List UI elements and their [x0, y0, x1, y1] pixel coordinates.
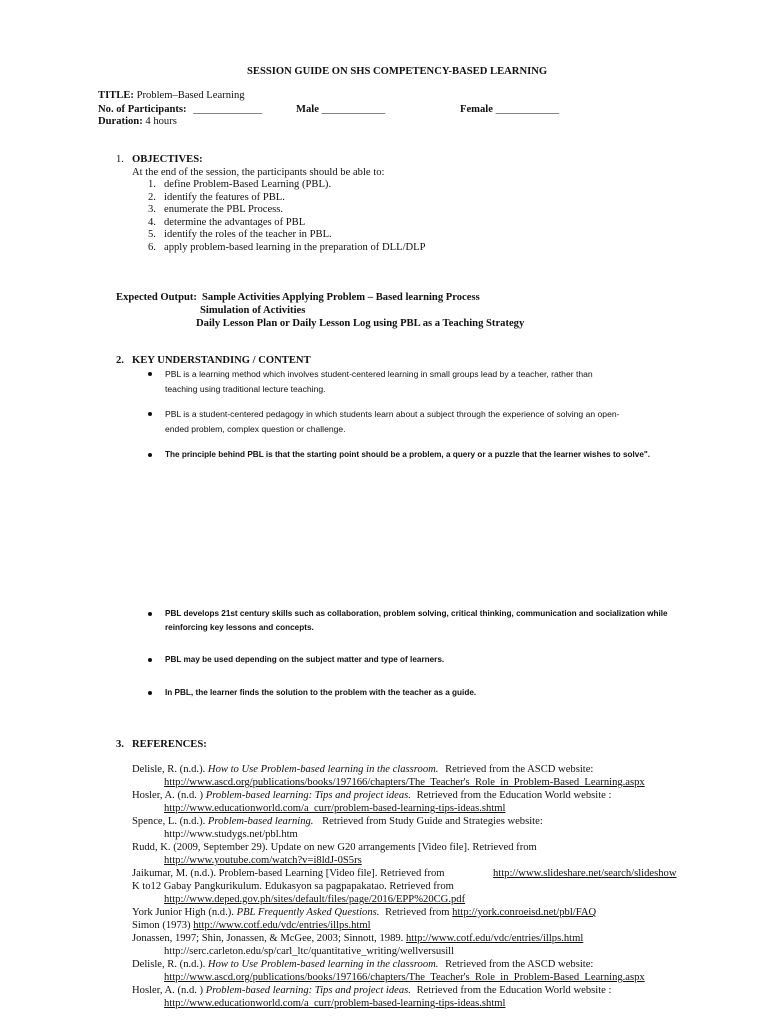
- reference-author: Hosler, A. (n.d. ): [132, 790, 204, 801]
- bullet-text: reinforcing key lessons and concepts.: [165, 623, 314, 632]
- reference-link[interactable]: http://www.ascd.org/publications/books/197166/chapters/The_Teacher's_Role_in_Problem-Based_Learning.aspx: [164, 777, 645, 788]
- reference-link[interactable]: http://york.conroeisd.net/pbl/FAQ: [452, 907, 597, 918]
- bullet-text: ended problem, complex question or challenge.: [165, 424, 346, 434]
- participants-blank: _____________: [193, 104, 263, 115]
- objective-number: 4.: [148, 217, 156, 228]
- reference-link[interactable]: http://www.deped.gov.ph/sites/default/files/page/2016/EPP%20CG.pdf: [164, 894, 466, 905]
- objective-text: identify the roles of the teacher in PBL.: [164, 229, 332, 240]
- expected-output-label: Expected Output:: [116, 292, 197, 303]
- bullet-text: In PBL, the learner finds the solution to the problem with the teacher as a guide.: [165, 688, 477, 697]
- expected-output-line: Simulation of Activities: [200, 305, 306, 316]
- reference-entry: [132, 933, 583, 944]
- objective-text: apply problem-based learning in the preparation of DLL/DLP: [164, 242, 426, 253]
- bullet-text: PBL may be used depending on the subject matter and type of learners.: [165, 655, 445, 664]
- reference-link[interactable]: http://www.cotf.edu/vdc/entries/illps.html: [405, 933, 584, 944]
- objective-number: 6.: [148, 242, 156, 253]
- reference-entry: K to12 Gabay Pangkurikulum. Edukasyon sa pagpapakatao. Retrieved from: [132, 881, 454, 892]
- reference-title: Problem-based learning: Tips and project ideas.: [205, 985, 411, 996]
- reference-source: Retrieved from the ASCD website:: [445, 764, 594, 775]
- reference-source: Retrieved from the ASCD website:: [445, 959, 594, 970]
- objective-item: [148, 179, 332, 190]
- reference-entry: [132, 920, 371, 931]
- title-value: Problem–Based Learning: [136, 90, 245, 101]
- bullet-icon: [148, 453, 152, 457]
- expected-output-line: Sample Activities Applying Problem – Based learning Process: [202, 292, 480, 303]
- references-number: 3.: [116, 739, 124, 750]
- objective-item: [148, 217, 306, 228]
- reference-author: Spence, L. (n.d.).: [132, 816, 206, 827]
- duration-line: [98, 116, 177, 127]
- bullet-text: teaching using traditional lecture teaching.: [165, 384, 326, 394]
- reference-entry: [132, 907, 596, 918]
- objective-item: [148, 242, 426, 253]
- duration-value: 4 hours: [145, 116, 177, 127]
- key-understanding-number: 2.: [116, 355, 124, 366]
- title-line: [98, 90, 245, 101]
- bullet-text: PBL is a student-centered pedagogy in which students learn about a subject through the experience of solving an open-: [165, 409, 620, 419]
- reference-source: Retrieved from Study Guide and Strategies website:: [322, 816, 543, 827]
- reference-entry: [132, 790, 611, 801]
- reference-entry: [132, 816, 543, 827]
- reference-entry: [132, 764, 593, 775]
- bullet-text: PBL develops 21st century skills such as collaboration, problem solving, critical thinking, communication and socialization while: [165, 609, 668, 618]
- objective-number: 1.: [148, 179, 156, 190]
- reference-author: Simon (1973): [132, 920, 191, 931]
- reference-link[interactable]: http://www.educationworld.com/a_curr/problem-based-learning-tips-ideas.shtml: [164, 803, 506, 814]
- bullet-icon: [148, 691, 152, 695]
- document-title: SESSION GUIDE ON SHS COMPETENCY-BASED LEARNING: [247, 66, 548, 77]
- objective-number: 5.: [148, 229, 156, 240]
- expected-output-line: Daily Lesson Plan or Daily Lesson Log using PBL as a Teaching Strategy: [196, 318, 525, 329]
- reference-link[interactable]: http://www.youtube.com/watch?v=i8ldJ-0S5rs: [164, 855, 362, 866]
- female-blank: ____________: [495, 104, 560, 115]
- reference-title: Problem-based learning.: [207, 816, 314, 827]
- objective-text: enumerate the PBL Process.: [164, 204, 284, 215]
- reference-link[interactable]: http://www.educationworld.com/a_curr/problem-based-learning-tips-ideas.shtml: [164, 998, 506, 1009]
- duration-label: Duration:: [98, 116, 143, 127]
- reference-author: Hosler, A. (n.d. ): [132, 985, 204, 996]
- reference-link[interactable]: http://www.ascd.org/publications/books/197166/chapters/The_Teacher's_Role_in_Problem-Based_Learning.aspx: [164, 972, 645, 983]
- objective-text: identify the features of PBL.: [164, 192, 285, 203]
- bullet-text: PBL is a learning method which involves student-centered learning in small groups lead by a teacher, rather than: [165, 369, 593, 379]
- female-field: [460, 104, 559, 115]
- bullet-icon: [148, 412, 152, 416]
- bullet-text: The principle behind PBL is that the starting point should be a problem, a query or a puzzle that the learner wishes to solve".: [165, 450, 651, 459]
- male-blank: ____________: [321, 104, 386, 115]
- references-heading: REFERENCES:: [132, 739, 207, 750]
- objectives-number: 1.: [116, 154, 124, 165]
- objective-item: [148, 229, 332, 240]
- reference-title: PBL Frequently Asked Questions.: [236, 907, 380, 918]
- reference-author: York Junior High (n.d.).: [132, 907, 234, 918]
- reference-author: Delisle, R. (n.d.).: [132, 959, 206, 970]
- reference-link[interactable]: http://serc.carleton.edu/sp/carl_ltc/quantitative_writing/wellversusill: [164, 946, 455, 957]
- reference-entry: [132, 985, 611, 996]
- reference-title: Problem-based learning: Tips and project ideas.: [205, 790, 411, 801]
- reference-source: Retrieved from: [385, 907, 450, 918]
- female-label: Female: [460, 104, 493, 115]
- objective-item: [148, 192, 285, 203]
- reference-entry: Rudd, K. (2009, September 29). Update on new G20 arrangements [Video file]. Retrieved from: [132, 842, 537, 853]
- objectives-intro: At the end of the session, the participants should be able to:: [132, 167, 385, 178]
- reference-link[interactable]: http://www.studygs.net/pbl.htm: [164, 829, 298, 840]
- reference-title: How to Use Problem-based learning in the classroom.: [207, 764, 439, 775]
- reference-source: Retrieved from the Education World website :: [416, 790, 612, 801]
- participants-label: No. of Participants:: [98, 104, 187, 115]
- participants-line: [98, 104, 262, 115]
- reference-source: Retrieved from the Education World website :: [416, 985, 612, 996]
- reference-entry: [132, 959, 593, 970]
- objective-item: [148, 204, 284, 215]
- objective-text: define Problem-Based Learning (PBL).: [164, 179, 332, 190]
- reference-author: Delisle, R. (n.d.).: [132, 764, 206, 775]
- objective-number: 2.: [148, 192, 156, 203]
- bullet-icon: [148, 372, 152, 376]
- reference-entry: Jaikumar, M. (n.d.). Problem-based Learning [Video file]. Retrieved from: [132, 868, 445, 879]
- key-understanding-heading: KEY UNDERSTANDING / CONTENT: [132, 355, 311, 366]
- objectives-heading: OBJECTIVES:: [132, 154, 203, 165]
- male-field: [296, 104, 385, 115]
- reference-link[interactable]: http://www.slideshare.net/search/slideshow: [493, 868, 677, 879]
- bullet-icon: [148, 658, 152, 662]
- reference-author: Jonassen, 1997; Shin, Jonassen, & McGee, 2003; Sinnott, 1989.: [132, 933, 404, 944]
- reference-title: How to Use Problem-based learning in the classroom.: [207, 959, 439, 970]
- objective-number: 3.: [148, 204, 156, 215]
- objective-text: determine the advantages of PBL: [164, 217, 306, 228]
- bullet-icon: [148, 612, 152, 616]
- male-label: Male: [296, 104, 319, 115]
- reference-link[interactable]: http://www.cotf.edu/vdc/entries/illps.html: [193, 920, 371, 931]
- title-label: TITLE:: [98, 90, 134, 101]
